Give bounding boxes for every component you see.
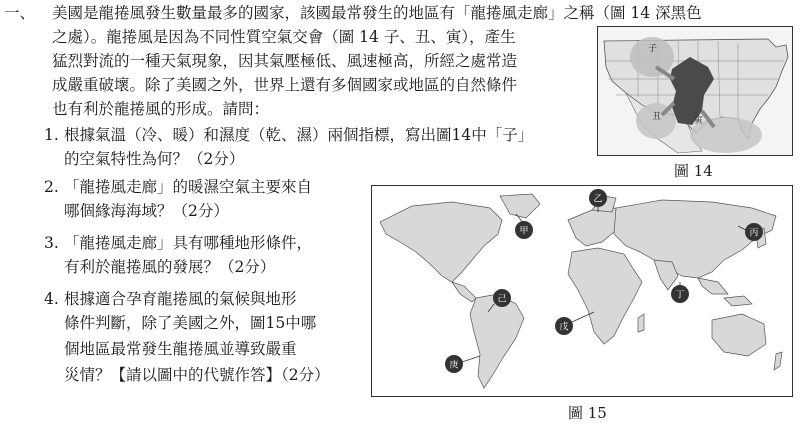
intro-line: 成嚴重破壞。除了美國之外，世界上還有多個國家或地區的自然條件 [52, 76, 518, 94]
question-2-text: 「龍捲風走廊」的暖濕空氣主要來自 [64, 178, 313, 196]
intro-line: 美國是龍捲風發生數量最多的國家，該國最常發生的地區有「龍捲風走廊」之稱（圖 14 深黑色 [52, 4, 702, 22]
marker-label-yi: 乙 [593, 194, 603, 205]
question-2-text: 哪個緣海海域？（2分） [64, 202, 229, 220]
question-4-text: 災情？【請以圖中的代號作答】（2分） [64, 366, 330, 384]
figure-14-map [597, 26, 793, 156]
intro-line: 猛烈對流的一種天氣現象，因其氣壓極低、風速極高，所經之處常造 [52, 52, 518, 70]
marker-label-ji: 己 [497, 294, 507, 305]
figure-14-caption: 圖 14 [674, 162, 713, 180]
air-mass-label-zi: 子 [648, 44, 658, 54]
question-1-text: 根據氣溫（冷、暖）和濕度（乾、濕）兩個指標，寫出圖14中「子」 [64, 126, 534, 144]
question-4-number: 4. [44, 290, 59, 308]
question-3-text: 「龍捲風走廊」具有哪種地形條件， [64, 234, 313, 252]
marker-label-wu: 戊 [559, 322, 569, 333]
figure-15-caption: 圖 15 [568, 404, 607, 422]
question-4-text: 條件判斷，除了美國之外，圖15中哪 [64, 314, 317, 332]
air-mass-label-yin: 寅 [694, 116, 704, 126]
question-4-text: 根據適合孕育龍捲風的氣候與地形 [64, 290, 297, 308]
marker-label-bing: 丙 [749, 228, 759, 239]
intro-number: 一、 [4, 4, 36, 22]
marker-label-ding: 丁 [675, 290, 685, 301]
question-1-text: 的空氣特性為何？（2分） [64, 150, 245, 168]
question-3-text: 有利於龍捲風的發展？（2分） [64, 258, 276, 276]
air-mass-label-chou: 丑 [652, 112, 662, 122]
question-3-number: 3. [44, 234, 59, 252]
question-4-text: 個地區最常發生龍捲風並導致嚴重 [64, 340, 297, 358]
intro-line: 之處）。龍捲風是因為不同性質空氣交會（圖 14 子、丑、寅），產生 [52, 28, 516, 46]
intro-line: 也有利於龍捲風的形成。請問： [52, 100, 270, 118]
marker-label-geng: 庚 [449, 360, 459, 371]
figure-15-map [371, 185, 793, 397]
marker-label-jia: 甲 [519, 226, 529, 237]
question-1-number: 1. [44, 126, 59, 144]
question-2-number: 2. [44, 178, 59, 196]
